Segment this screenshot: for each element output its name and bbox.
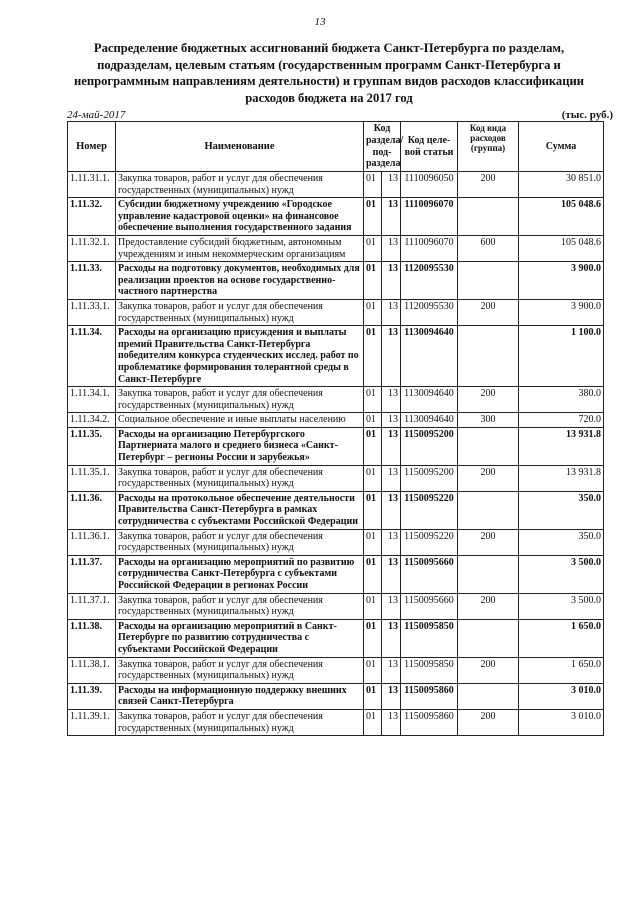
row-subsection: 13 [382, 326, 401, 387]
row-amount: 3 900.0 [519, 262, 604, 300]
row-target-code: 1120095530 [401, 299, 458, 325]
document-title: Распределение бюджетных ассигнований бюджета Санкт-Петербурга по разделам, подразделам, целевым статьям (государственным программ Санкт-Петербурга и непрограммным направлениям деятельности) и группам видов расходов классификации расходов бюджета на 2017 год [74, 41, 584, 105]
row-expense-group [458, 262, 519, 300]
budget-table [67, 121, 604, 736]
row-name: Расходы на организацию Петербургского Партнериата малого и среднего бизнеса «Санкт-Петербург – регионы России и зарубежья» [116, 427, 364, 465]
row-subsection: 13 [382, 299, 401, 325]
row-amount: 3 500.0 [519, 555, 604, 593]
row-name: Закупка товаров, работ и услуг для обеспечения государственных (муниципальных) нужд [116, 709, 364, 735]
row-name: Закупка товаров, работ и услуг для обеспечения государственных (муниципальных) нужд [116, 299, 364, 325]
row-subsection: 13 [382, 413, 401, 428]
row-expense-group: 200 [458, 465, 519, 491]
row-number: 1.11.39.1. [68, 709, 116, 735]
row-name: Закупка товаров, работ и услуг для обеспечения государственных (муниципальных) нужд [116, 387, 364, 413]
row-expense-group: 200 [458, 387, 519, 413]
table-row [68, 709, 604, 735]
table-row [68, 683, 604, 709]
row-section: 01 [364, 262, 382, 300]
row-subsection: 13 [382, 198, 401, 236]
row-section: 01 [364, 555, 382, 593]
row-name: Закупка товаров, работ и услуг для обеспечения государственных (муниципальных) нужд [116, 172, 364, 198]
table-row [68, 427, 604, 465]
row-section: 01 [364, 299, 382, 325]
row-name: Закупка товаров, работ и услуг для обеспечения государственных (муниципальных) нужд [116, 593, 364, 619]
table-row [68, 619, 604, 657]
row-section: 01 [364, 427, 382, 465]
row-amount: 3 900.0 [519, 299, 604, 325]
row-number: 1.11.36. [68, 491, 116, 529]
row-number: 1.11.34. [68, 326, 116, 387]
row-amount: 13 931.8 [519, 427, 604, 465]
row-name: Расходы на организацию мероприятий в Санкт-Петербурге по развитию сотрудничества с субъектами Российской Федерации [116, 619, 364, 657]
row-amount: 350.0 [519, 529, 604, 555]
row-name: Социальное обеспечение и иные выплаты населению [116, 413, 364, 428]
row-amount: 30 851.0 [519, 172, 604, 198]
row-number: 1.11.32. [68, 198, 116, 236]
table-row [68, 593, 604, 619]
table-row [68, 198, 604, 236]
row-number: 1.11.32.1. [68, 235, 116, 261]
row-target-code: 1110096070 [401, 235, 458, 261]
row-amount: 3 010.0 [519, 709, 604, 735]
table-row [68, 413, 604, 428]
table-row [68, 326, 604, 387]
row-target-code: 1150095660 [401, 593, 458, 619]
row-subsection: 13 [382, 427, 401, 465]
row-name: Закупка товаров, работ и услуг для обеспечения государственных (муниципальных) нужд [116, 657, 364, 683]
table-row [68, 262, 604, 300]
row-amount: 105 048.6 [519, 235, 604, 261]
row-expense-group [458, 326, 519, 387]
row-subsection: 13 [382, 172, 401, 198]
row-subsection: 13 [382, 683, 401, 709]
table-row [68, 235, 604, 261]
header-number: Номер [68, 122, 116, 172]
row-section: 01 [364, 172, 382, 198]
row-target-code: 1150095860 [401, 683, 458, 709]
row-name: Расходы на информационную поддержку внешних связей Санкт-Петербурга [116, 683, 364, 709]
row-amount: 13 931.8 [519, 465, 604, 491]
row-amount: 1 650.0 [519, 619, 604, 657]
table-row [68, 465, 604, 491]
row-target-code: 1150095200 [401, 465, 458, 491]
table-row [68, 172, 604, 198]
header-amount: Сумма [519, 122, 604, 172]
header-section: Код раздела/ под- раздела [364, 122, 401, 172]
row-number: 1.11.38.1. [68, 657, 116, 683]
row-expense-group: 300 [458, 413, 519, 428]
row-name: Расходы на подготовку документов, необходимых для реализации проектов на основе государственно-частного партнерства [116, 262, 364, 300]
row-target-code: 1150095220 [401, 491, 458, 529]
table-row [68, 555, 604, 593]
row-target-code: 1120095530 [401, 262, 458, 300]
row-target-code: 1110096050 [401, 172, 458, 198]
row-target-code: 1110096070 [401, 198, 458, 236]
row-name: Расходы на протокольное обеспечение деятельности Правительства Санкт-Петербурга в рамках сотрудничества с субъектами Российской Федерации [116, 491, 364, 529]
header-group: Код вида расходов (группа) [458, 122, 519, 172]
row-section: 01 [364, 593, 382, 619]
row-amount: 3 500.0 [519, 593, 604, 619]
row-expense-group: 200 [458, 709, 519, 735]
row-expense-group [458, 198, 519, 236]
row-number: 1.11.35. [68, 427, 116, 465]
row-amount: 350.0 [519, 491, 604, 529]
row-subsection: 13 [382, 491, 401, 529]
row-amount: 1 650.0 [519, 657, 604, 683]
header-target: Код целе- вой статьи [401, 122, 458, 172]
row-section: 01 [364, 657, 382, 683]
row-amount: 720.0 [519, 413, 604, 428]
row-section: 01 [364, 709, 382, 735]
row-section: 01 [364, 683, 382, 709]
row-section: 01 [364, 198, 382, 236]
document-date: 24-май-2017 [67, 109, 126, 121]
row-section: 01 [364, 326, 382, 387]
row-expense-group [458, 427, 519, 465]
row-target-code: 1150095860 [401, 709, 458, 735]
row-expense-group: 200 [458, 529, 519, 555]
row-section: 01 [364, 387, 382, 413]
row-number: 1.11.37. [68, 555, 116, 593]
row-number: 1.11.39. [68, 683, 116, 709]
row-expense-group: 200 [458, 657, 519, 683]
row-number: 1.11.33. [68, 262, 116, 300]
row-subsection: 13 [382, 593, 401, 619]
header-name: Наименование [116, 122, 364, 172]
row-expense-group [458, 619, 519, 657]
row-target-code: 1150095850 [401, 619, 458, 657]
row-expense-group: 200 [458, 172, 519, 198]
row-number: 1.11.34.1. [68, 387, 116, 413]
row-name: Закупка товаров, работ и услуг для обеспечения государственных (муниципальных) нужд [116, 465, 364, 491]
row-number: 1.11.34.2. [68, 413, 116, 428]
row-name: Расходы на организацию присуждения и выплаты премий Правительства Санкт-Петербурга победителям конкурса студенческих исслед. работ по проблематике формирования толерантной среды в Санкт-Петербурге [116, 326, 364, 387]
table-row [68, 299, 604, 325]
row-subsection: 13 [382, 657, 401, 683]
row-section: 01 [364, 465, 382, 491]
row-section: 01 [364, 235, 382, 261]
row-target-code: 1150095220 [401, 529, 458, 555]
table-row [68, 657, 604, 683]
row-target-code: 1130094640 [401, 413, 458, 428]
row-name: Предоставление субсидий бюджетным, автономным учреждениям и иным некоммерческим организациям [116, 235, 364, 261]
row-number: 1.11.36.1. [68, 529, 116, 555]
row-subsection: 13 [382, 465, 401, 491]
row-number: 1.11.35.1. [68, 465, 116, 491]
row-section: 01 [364, 619, 382, 657]
row-amount: 380.0 [519, 387, 604, 413]
row-section: 01 [364, 491, 382, 529]
row-target-code: 1150095660 [401, 555, 458, 593]
row-target-code: 1150095200 [401, 427, 458, 465]
row-number: 1.11.31.1. [68, 172, 116, 198]
row-subsection: 13 [382, 709, 401, 735]
row-subsection: 13 [382, 619, 401, 657]
row-target-code: 1130094640 [401, 387, 458, 413]
row-subsection: 13 [382, 387, 401, 413]
row-amount: 105 048.6 [519, 198, 604, 236]
row-amount: 1 100.0 [519, 326, 604, 387]
row-subsection: 13 [382, 235, 401, 261]
table-row [68, 387, 604, 413]
units-label: (тыс. руб.) [561, 109, 613, 121]
row-number: 1.11.38. [68, 619, 116, 657]
table-row [68, 491, 604, 529]
row-number: 1.11.33.1. [68, 299, 116, 325]
row-expense-group [458, 555, 519, 593]
row-expense-group: 200 [458, 593, 519, 619]
row-expense-group: 200 [458, 299, 519, 325]
row-expense-group [458, 683, 519, 709]
row-subsection: 13 [382, 555, 401, 593]
row-subsection: 13 [382, 262, 401, 300]
row-expense-group [458, 491, 519, 529]
row-expense-group: 600 [458, 235, 519, 261]
row-section: 01 [364, 529, 382, 555]
row-amount: 3 010.0 [519, 683, 604, 709]
row-target-code: 1150095850 [401, 657, 458, 683]
row-section: 01 [364, 413, 382, 428]
table-header-row [68, 122, 604, 172]
row-name: Субсидии бюджетному учреждению «Городское управление кадастровой оценки» на финансовое обеспечение выполнения государственного задания [116, 198, 364, 236]
row-target-code: 1130094640 [401, 326, 458, 387]
row-subsection: 13 [382, 529, 401, 555]
row-name: Расходы на организацию мероприятий по развитию сотрудничества Санкт-Петербурга с субъектами Российской Федерации в регионах России [116, 555, 364, 593]
page-number: 13 [314, 16, 326, 28]
row-name: Закупка товаров, работ и услуг для обеспечения государственных (муниципальных) нужд [116, 529, 364, 555]
table-row [68, 529, 604, 555]
row-number: 1.11.37.1. [68, 593, 116, 619]
